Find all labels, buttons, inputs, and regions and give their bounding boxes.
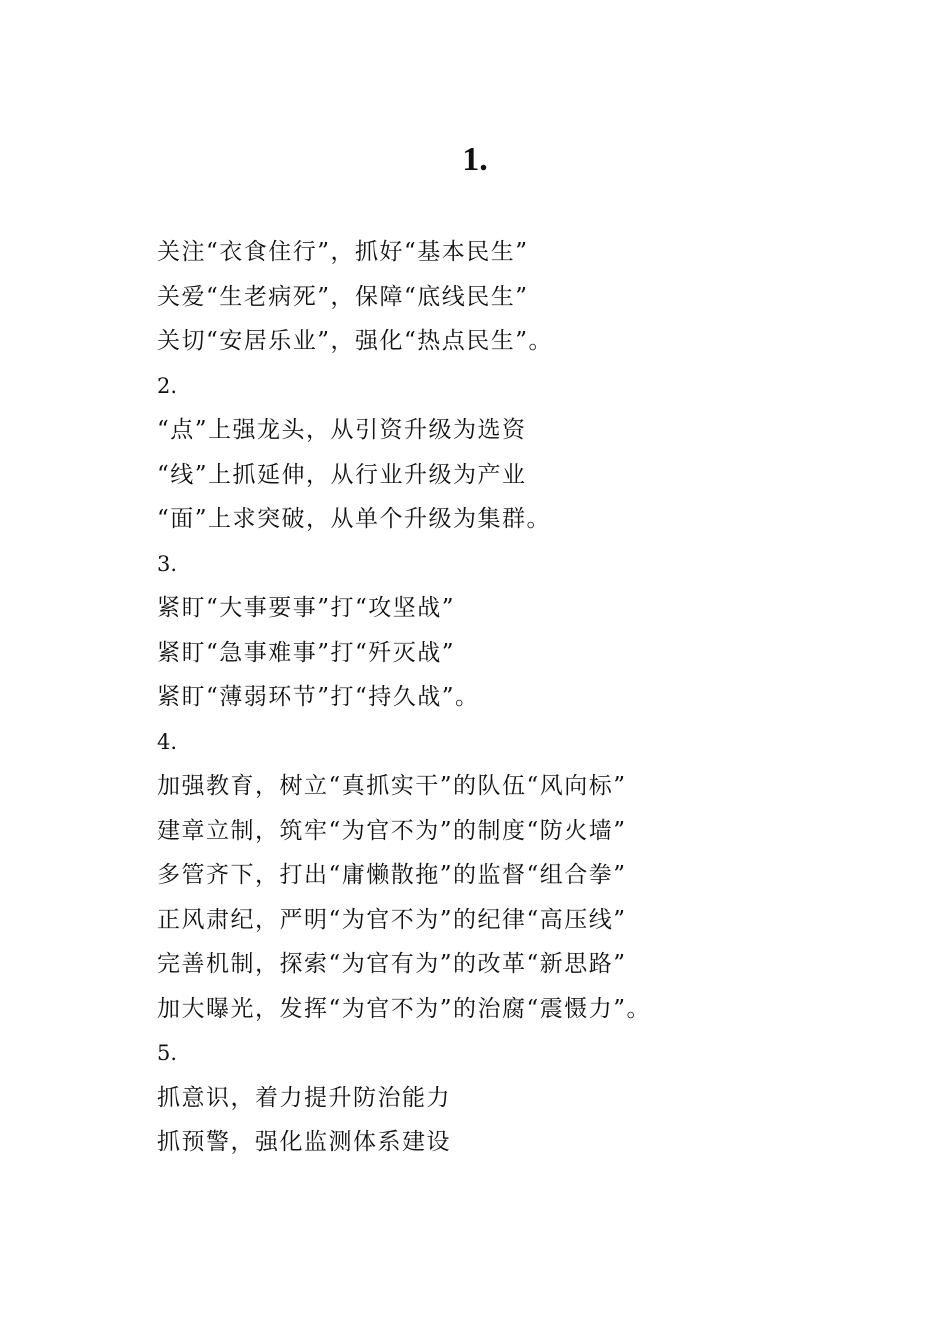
text-line: 抓意识，着力提升防治能力 — [157, 1084, 451, 1111]
text-line: 紧盯“急事难事”打“歼灭战” — [157, 639, 456, 666]
text-line: 完善机制，探索“为官有为”的改革“新思路” — [157, 951, 627, 977]
page-title: 1. — [462, 141, 488, 178]
section-number: 3. — [157, 551, 178, 576]
text-line: 建章立制，筑牢“为官不为”的制度“防火墙” — [157, 817, 627, 844]
text-line: 加强教育，树立“真抓实干”的队伍“风向标” — [157, 773, 627, 799]
text-line: 关注“衣食住行”，抓好“基本民生” — [157, 239, 529, 265]
text-line: “线”上抓延伸，从行业升级为产业 — [157, 461, 527, 488]
text-line: 抓预警，强化监测体系建设 — [157, 1129, 451, 1155]
text-line: “面”上求突破，从单个升级为集群。 — [157, 506, 552, 532]
section-number: 5. — [157, 1041, 178, 1065]
document-body — [157, 230, 937, 1165]
text-line: “点”上强龙头，从引资升级为选资 — [157, 417, 527, 443]
text-line: 紧盯“大事要事”打“攻坚战” — [157, 595, 456, 621]
section-number: 2. — [157, 373, 178, 398]
text-line: 关爱“生老病死”，保障“底线民生” — [157, 283, 529, 310]
text-line: 正风肃纪，严明“为官不为”的纪律“高压线” — [157, 906, 627, 933]
section-number: 4. — [157, 729, 178, 754]
text-line: 紧盯“薄弱环节”打“持久战”。 — [157, 684, 480, 710]
text-line: 加大曝光，发挥“为官不为”的治腐“震慑力”。 — [157, 995, 652, 1022]
text-line: 关切“安居乐业”，强化“热点民生”。 — [157, 328, 554, 354]
text-line: 多管齐下，打出“庸懒散拖”的监督“组合拳” — [157, 862, 627, 888]
